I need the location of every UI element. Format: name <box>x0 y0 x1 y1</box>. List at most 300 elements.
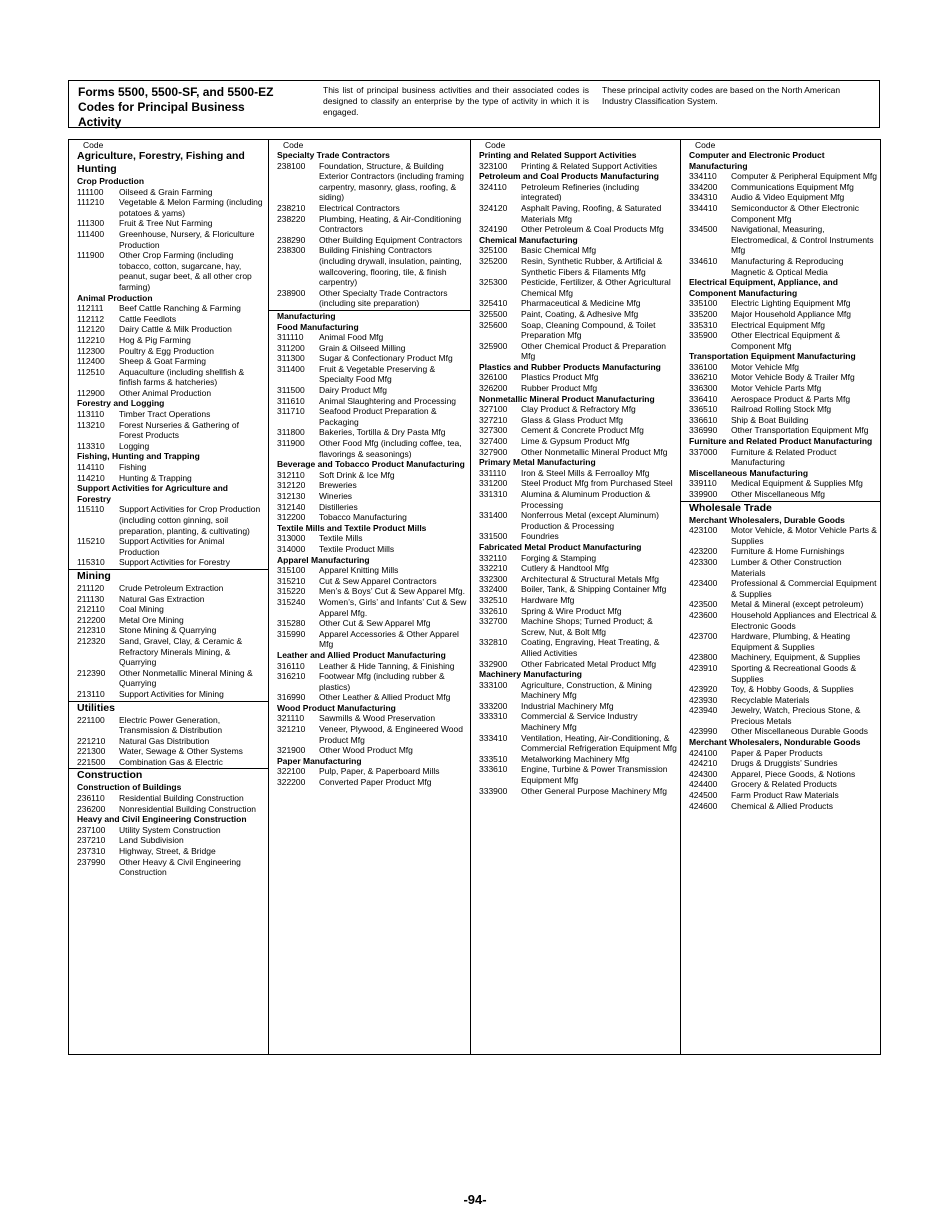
activity-code: 339900 <box>689 489 718 499</box>
activity-description: Metal & Mineral (except petroleum) <box>731 599 864 610</box>
activity-description: Rubber Product Mfg <box>521 383 598 394</box>
code-entry <box>479 616 677 637</box>
activity-description: Petroleum Refineries (including integrated) <box>521 181 640 203</box>
activity-description: Hog & Pig Farming <box>119 334 191 345</box>
activity-code: 238210 <box>277 202 306 213</box>
activity-description: Navigational, Measuring, Electromedical, & Control Instruments Mfg <box>731 224 874 256</box>
activity-description: Hunting & Trapping <box>119 472 192 483</box>
code-entry <box>277 406 467 427</box>
code-entry <box>689 695 877 706</box>
activity-description: Motor Vehicle Parts Mfg <box>731 383 822 394</box>
code-entry <box>77 388 264 399</box>
section-heading: Utilities <box>69 701 268 715</box>
activity-description: Engine, Turbine & Power Transmission Equipment Mfg <box>521 764 668 786</box>
activity-description: Other Animal Production <box>119 387 212 398</box>
code-entry <box>77 324 264 335</box>
activity-description: Hardware, Plumbing, & Heating Equipment & Supplies <box>731 631 851 652</box>
activity-description: Audio & Video Equipment Mfg <box>731 192 845 203</box>
activity-code: 423300 <box>689 556 718 567</box>
activity-description: Paper & Paper Products <box>731 747 823 758</box>
activity-description: Ventilation, Heating, Air-Conditioning, & Commercial Refrigeration Equipment Mfg <box>521 732 677 754</box>
activity-code: 238290 <box>277 234 306 245</box>
activity-code: 333100 <box>479 679 508 690</box>
activity-description: Support Activities for Forestry <box>119 557 231 568</box>
activity-code: 112900 <box>77 387 105 398</box>
activity-code: 333900 <box>479 785 508 796</box>
code-entry <box>689 578 877 599</box>
activity-code: 221210 <box>77 735 106 746</box>
activity-code: 337000 <box>689 446 718 457</box>
code-entry <box>277 214 467 235</box>
code-entry <box>277 724 467 745</box>
activity-description: Nonresidential Building Construction <box>119 803 257 814</box>
activity-code: 114110 <box>77 462 105 473</box>
activity-description: Paint, Coating, & Adhesive Mfg <box>521 308 639 319</box>
code-header: Code <box>83 140 104 150</box>
activity-description: Support Activities for Mining <box>119 688 224 699</box>
activity-description: Support Activities for Crop Production (including cotton ginning, soil preparation, planting, & cultivating) <box>119 504 261 536</box>
activity-code: 332210 <box>479 563 508 574</box>
activity-code: 331500 <box>479 531 508 542</box>
activity-code: 315990 <box>277 628 306 639</box>
section-heading: Mining <box>69 569 268 583</box>
code-entry <box>689 192 877 203</box>
activity-description: Forest Nurseries & Gathering of Forest Products <box>119 419 239 441</box>
activity-code: 238220 <box>277 213 306 224</box>
code-entry <box>77 857 264 878</box>
code-entry <box>479 489 677 510</box>
activity-code: 334200 <box>689 181 718 192</box>
page-title: Forms 5500, 5500-SF, and 5500-EZ Codes for Principal Business Activity <box>78 85 274 129</box>
activity-code: 237310 <box>77 846 106 857</box>
activity-code: 315220 <box>277 586 306 597</box>
activity-description: Spring & Wire Product Mfg <box>521 605 622 616</box>
activity-code: 424100 <box>689 747 718 758</box>
subsection-heading: Construction of Buildings <box>77 782 182 793</box>
activity-code: 424400 <box>689 779 718 790</box>
activity-code: 238900 <box>277 287 306 298</box>
activity-code: 114210 <box>77 472 105 483</box>
code-entry <box>77 557 264 568</box>
activity-code: 312120 <box>277 480 306 491</box>
activity-description: Beef Cattle Ranching & Farming <box>119 303 241 314</box>
activity-code: 331310 <box>479 489 508 499</box>
activity-description: Sporting & Recreational Goods & Supplies <box>731 662 857 684</box>
activity-description: Soap, Cleaning Compound, & Toilet Preparation Mfg <box>521 319 656 341</box>
activity-description: Other Electrical Equipment & Component Mfg <box>731 330 841 351</box>
activity-description: Stone Mining & Quarrying <box>119 625 217 636</box>
activity-code: 327210 <box>479 414 508 425</box>
code-entry <box>77 689 264 700</box>
activity-code: 333410 <box>479 732 508 743</box>
activity-code: 424600 <box>689 800 718 811</box>
activity-description: Communications Equipment Mfg <box>731 181 854 192</box>
column-4 <box>680 140 881 1054</box>
activity-code: 334610 <box>689 255 718 266</box>
code-entry <box>77 604 264 615</box>
code-entry <box>277 343 467 354</box>
code-entry <box>77 462 264 473</box>
subsection-heading: Beverage and Tobacco Product Manufacturing <box>277 459 465 470</box>
code-entry <box>277 745 467 756</box>
code-entry <box>479 764 677 785</box>
subsection-heading: Animal Production <box>77 292 153 303</box>
subsection-heading: Specialty Trade Contractors <box>277 150 390 160</box>
code-entry <box>77 473 264 484</box>
activity-description: Apparel Knitting Mills <box>319 565 399 576</box>
activity-description: Nonferrous Metal (except Aluminum) Production & Processing <box>521 510 659 531</box>
subsection-heading: Primary Metal Manufacturing <box>479 457 596 468</box>
activity-description: Commercial & Service Industry Machinery Mfg <box>521 711 638 733</box>
code-entry <box>479 341 677 362</box>
activity-description: Machinery, Equipment, & Supplies <box>731 652 861 663</box>
activity-code: 211120 <box>77 582 105 593</box>
subsection-heading: Crop Production <box>77 176 145 186</box>
activity-description: Other Wood Product Mfg <box>319 745 413 756</box>
activity-description: Crude Petroleum Extraction <box>119 582 224 593</box>
subsection-heading: Textile Mills and Textile Product Mills <box>277 522 427 533</box>
code-entry <box>77 615 264 626</box>
activity-code: 336300 <box>689 383 718 394</box>
activity-description: Plumbing, Heating, & Air-Conditioning Contractors <box>319 213 462 235</box>
activity-code: 332110 <box>479 552 507 563</box>
code-entry <box>77 303 264 314</box>
activity-code: 325600 <box>479 319 508 330</box>
code-entry <box>689 525 877 546</box>
activity-description: Animal Food Mfg <box>319 332 384 343</box>
code-entry <box>77 746 264 757</box>
activity-description: Other Miscellaneous Mfg <box>731 489 826 499</box>
code-entry <box>277 385 467 396</box>
code-entry <box>689 758 877 769</box>
activity-description: Railroad Rolling Stock Mfg <box>731 404 832 415</box>
code-entry <box>479 224 677 235</box>
activity-description: Cutlery & Handtool Mfg <box>521 563 609 574</box>
subsection-heading: Heavy and Civil Engineering Construction <box>77 814 247 825</box>
code-entry <box>479 510 677 531</box>
subsection-heading: Electrical Equipment, Appliance, and Component Manufacturing <box>689 277 838 298</box>
activity-code: 423910 <box>689 662 718 673</box>
activity-description: Dairy Product Mfg <box>319 385 388 396</box>
code-entry <box>77 846 264 857</box>
activity-description: Architectural & Structural Metals Mfg <box>521 573 659 584</box>
activity-code: 332400 <box>479 584 508 595</box>
activity-description: Other Food Mfg (including coffee, tea, flavorings & seasonings) <box>319 438 462 459</box>
activity-code: 321210 <box>277 724 306 735</box>
code-entry <box>277 692 467 703</box>
activity-description: Machine Shops; Turned Product; & Screw, Nut, & Bolt Mfg <box>521 616 653 637</box>
activity-code: 312140 <box>277 501 306 512</box>
code-entry <box>689 404 877 415</box>
code-entry <box>277 491 467 502</box>
activity-code: 315100 <box>277 565 306 576</box>
activity-description: Electrical Contractors <box>319 202 400 213</box>
activity-code: 332510 <box>479 594 508 605</box>
activity-description: Breweries <box>319 480 357 491</box>
activity-code: 112400 <box>77 356 105 367</box>
activity-description: Fishing <box>119 462 147 473</box>
activity-description: Other General Purpose Machinery Mfg <box>521 785 667 796</box>
activity-description: Other Fabricated Metal Product Mfg <box>521 658 657 669</box>
activity-code: 315240 <box>277 596 306 607</box>
activity-code: 212310 <box>77 625 106 636</box>
subsection-heading: Merchant Wholesalers, Durable Goods <box>689 514 845 525</box>
activity-code: 324110 <box>479 181 507 192</box>
activity-code: 326100 <box>479 372 508 383</box>
activity-description: Bakeries, Tortilla & Dry Pasta Mfg <box>319 427 446 438</box>
code-entry <box>77 636 264 668</box>
activity-code: 212390 <box>77 667 106 678</box>
code-entry <box>77 594 264 605</box>
section-heading: Construction <box>69 768 268 782</box>
code-entry <box>689 203 877 224</box>
code-entry <box>77 757 264 768</box>
code-entry <box>479 553 677 564</box>
header-note: These principal activity codes are based on the North American Industry Classification System. <box>602 85 841 106</box>
code-entry <box>689 546 877 557</box>
subsection-heading: Support Activities for Agriculture and Forestry <box>77 483 228 504</box>
code-entry <box>689 320 877 331</box>
code-header: Code <box>695 140 716 150</box>
subsection-heading: Wood Product Manufacturing <box>277 702 396 713</box>
activity-description: Foundation, Structure, & Building Exterior Contractors (including framing carpentry, masonry, glass, roofing, & siding) <box>319 160 465 203</box>
code-entry <box>689 372 877 383</box>
code-entry <box>479 659 677 670</box>
code-entry <box>479 203 677 224</box>
code-entry <box>77 625 264 636</box>
activity-code: 336210 <box>689 372 718 383</box>
activity-code: 332900 <box>479 658 508 669</box>
activity-code: 423930 <box>689 694 718 705</box>
activity-description: Other Heavy & Civil Engineering Construction <box>119 856 241 878</box>
activity-code: 113310 <box>77 440 105 451</box>
code-entry <box>77 356 264 367</box>
activity-description: Printing & Related Support Activities <box>521 160 658 171</box>
activity-description: Vegetable & Melon Farming (including potatoes & yams) <box>119 197 263 218</box>
activity-code: 238300 <box>277 245 306 256</box>
activity-description: Forging & Stamping <box>521 552 597 563</box>
column-3 <box>470 140 681 1054</box>
activity-code: 113210 <box>77 419 105 430</box>
activity-description: Foundries <box>521 531 559 542</box>
code-entry <box>689 182 877 193</box>
code-entry <box>479 680 677 701</box>
activity-code: 113110 <box>77 409 105 420</box>
activity-code: 326200 <box>479 383 508 394</box>
code-entry <box>689 663 877 684</box>
code-entry <box>277 544 467 555</box>
activity-description: Apparel, Piece Goods, & Notions <box>731 768 856 779</box>
activity-description: Natural Gas Distribution <box>119 735 210 746</box>
code-entry <box>479 531 677 542</box>
activity-code: 336610 <box>689 414 718 425</box>
activity-code: 311200 <box>277 342 305 353</box>
activity-code: 316990 <box>277 692 306 703</box>
activity-description: Other Building Equipment Contractors <box>319 234 463 245</box>
code-entry <box>277 353 467 364</box>
activity-code: 311110 <box>277 332 304 343</box>
activity-description: Jewelry, Watch, Precious Stone, & Precious Metals <box>731 705 861 726</box>
code-header: Code <box>485 140 506 150</box>
activity-description: Distilleries <box>319 501 358 512</box>
code-entry <box>77 346 264 357</box>
activity-code: 312200 <box>277 512 306 523</box>
column-content <box>269 150 471 788</box>
activity-code: 331400 <box>479 510 508 521</box>
subsection-heading: Fishing, Hunting and Trapping <box>77 451 200 462</box>
activity-description: Cement & Concrete Product Mfg <box>521 425 644 436</box>
activity-code: 333510 <box>479 753 508 764</box>
code-entry <box>689 557 877 578</box>
activity-code: 112210 <box>77 334 105 345</box>
code-entry <box>479 256 677 277</box>
code-entry <box>277 235 467 246</box>
code-entry <box>689 309 877 320</box>
activity-code: 333310 <box>479 711 508 722</box>
activity-code: 324190 <box>479 224 508 235</box>
code-entry <box>689 726 877 737</box>
activity-description: Electric Power Generation, Transmission & Distribution <box>119 714 223 736</box>
column-content <box>471 150 681 796</box>
activity-description: Other Petroleum & Coal Products Mfg <box>521 224 664 235</box>
activity-description: Furniture & Home Furnishings <box>731 546 845 557</box>
code-entry <box>479 447 677 458</box>
code-entry <box>277 576 467 587</box>
activity-code: 111100 <box>77 186 104 197</box>
activity-code: 423600 <box>689 609 718 620</box>
activity-description: Glass & Glass Product Mfg <box>521 414 624 425</box>
subsection-heading: Petroleum and Coal Products Manufacturing <box>479 171 659 182</box>
code-entry <box>479 563 677 574</box>
activity-code: 335900 <box>689 330 718 341</box>
activity-code: 335200 <box>689 308 718 319</box>
subsection-heading: Miscellaneous Manufacturing <box>689 467 809 478</box>
activity-description: Other Crop Farming (including tobacco, cotton, sugarcane, hay, peanut, sugar beet, & all other crop farming) <box>119 250 252 292</box>
code-entry <box>77 793 264 804</box>
activity-description: Agriculture, Construction, & Mining Machinery Mfg <box>521 679 652 701</box>
code-entry <box>479 277 677 298</box>
activity-code: 424210 <box>689 758 718 769</box>
activity-description: Ship & Boat Building <box>731 414 809 425</box>
code-entry <box>277 565 467 576</box>
activity-description: Pharmaceutical & Medicine Mfg <box>521 298 641 309</box>
page-number: -94- <box>463 1192 487 1207</box>
activity-description: Recyclable Materials <box>731 694 810 705</box>
activity-description: Metal Ore Mining <box>119 614 184 625</box>
activity-description: Logging <box>119 440 150 451</box>
activity-description: Sugar & Confectionary Product Mfg <box>319 353 453 364</box>
activity-description: Other Specialty Trade Contractors (including site preparation) <box>319 287 448 309</box>
code-entry <box>277 533 467 544</box>
activity-code: 112112 <box>77 313 105 324</box>
code-entry <box>689 684 877 695</box>
activity-description: Textile Product Mills <box>319 543 395 554</box>
activity-description: Other Chemical Product & Preparation Mfg <box>521 340 667 362</box>
activity-code: 331200 <box>479 478 508 489</box>
subsection-heading: Transportation Equipment Manufacturing <box>689 351 856 362</box>
activity-code: 325410 <box>479 298 508 309</box>
activity-code: 315210 <box>277 575 306 586</box>
activity-code: 213110 <box>77 688 105 699</box>
activity-description: Other Transportation Equipment Mfg <box>731 425 869 436</box>
code-entry <box>689 779 877 790</box>
activity-description: Women’s, Girls’ and Infants’ Cut & Sew Apparel Mfg. <box>319 596 467 618</box>
activity-description: Seafood Product Preparation & Packaging <box>319 406 437 427</box>
activity-code: 111210 <box>77 197 105 208</box>
activity-code: 423940 <box>689 705 718 716</box>
activity-code: 321110 <box>277 713 305 724</box>
activity-description: Resin, Synthetic Rubber, & Artificial & Synthetic Fibers & Filaments Mfg <box>521 255 663 277</box>
code-entry <box>479 161 677 172</box>
code-entry <box>277 502 467 513</box>
activity-code: 112120 <box>77 324 105 335</box>
code-entry <box>479 711 677 732</box>
activity-code: 115310 <box>77 557 105 568</box>
code-entry <box>479 606 677 617</box>
activity-code: 336410 <box>689 393 718 404</box>
activity-code: 322200 <box>277 777 306 788</box>
activity-code: 323100 <box>479 160 508 171</box>
code-entry <box>77 825 264 836</box>
activity-code: 327900 <box>479 446 508 457</box>
column-2 <box>268 140 471 1054</box>
subsection-heading: Paper Manufacturing <box>277 755 362 766</box>
subsection-heading: Fabricated Metal Product Manufacturing <box>479 541 642 552</box>
code-entry <box>689 769 877 780</box>
subsection-heading: Manufacturing <box>269 310 471 322</box>
code-entry <box>277 364 467 385</box>
code-entry <box>479 245 677 256</box>
subsection-heading: Plastics and Rubber Products Manufacturing <box>479 361 661 372</box>
subsection-heading: Furniture and Related Product Manufacturing <box>689 436 873 447</box>
activity-code: 211130 <box>77 593 105 604</box>
activity-code: 333200 <box>479 700 508 711</box>
activity-code: 212110 <box>77 604 105 615</box>
activity-description: Converted Paper Product Mfg <box>319 777 432 788</box>
code-entry <box>689 489 877 500</box>
code-entry <box>479 320 677 341</box>
activity-code: 311300 <box>277 353 305 364</box>
code-entry <box>689 383 877 394</box>
activity-code: 325100 <box>479 245 508 256</box>
subsection-heading: Computer and Electronic Product Manufacturing <box>689 150 825 171</box>
code-entry <box>277 480 467 491</box>
activity-description: Steel Product Mfg from Purchased Steel <box>521 478 673 489</box>
activity-code: 311710 <box>277 406 305 417</box>
activity-description: Electric Lighting Equipment Mfg <box>731 298 851 309</box>
activity-code: 316110 <box>277 660 305 671</box>
activity-code: 334500 <box>689 224 718 235</box>
activity-code: 332300 <box>479 573 508 584</box>
activity-code: 111900 <box>77 250 105 261</box>
code-entry <box>479 309 677 320</box>
activity-code: 332610 <box>479 605 508 616</box>
activity-description: Other Cut & Sew Apparel Mfg <box>319 618 431 629</box>
activity-code: 423100 <box>689 525 718 536</box>
activity-code: 324120 <box>479 202 508 213</box>
activity-code: 212320 <box>77 635 106 646</box>
code-entry <box>277 245 467 287</box>
activity-code: 423920 <box>689 684 718 695</box>
code-entry <box>479 404 677 415</box>
code-entry <box>77 804 264 815</box>
activity-description: Leather & Hide Tanning, & Finishing <box>319 660 455 671</box>
activity-description: Drugs & Druggists’ Sundries <box>731 758 838 769</box>
activity-description: Basic Chemical Mfg <box>521 245 597 256</box>
code-entry <box>479 584 677 595</box>
code-entry <box>689 478 877 489</box>
code-entry <box>689 801 877 812</box>
